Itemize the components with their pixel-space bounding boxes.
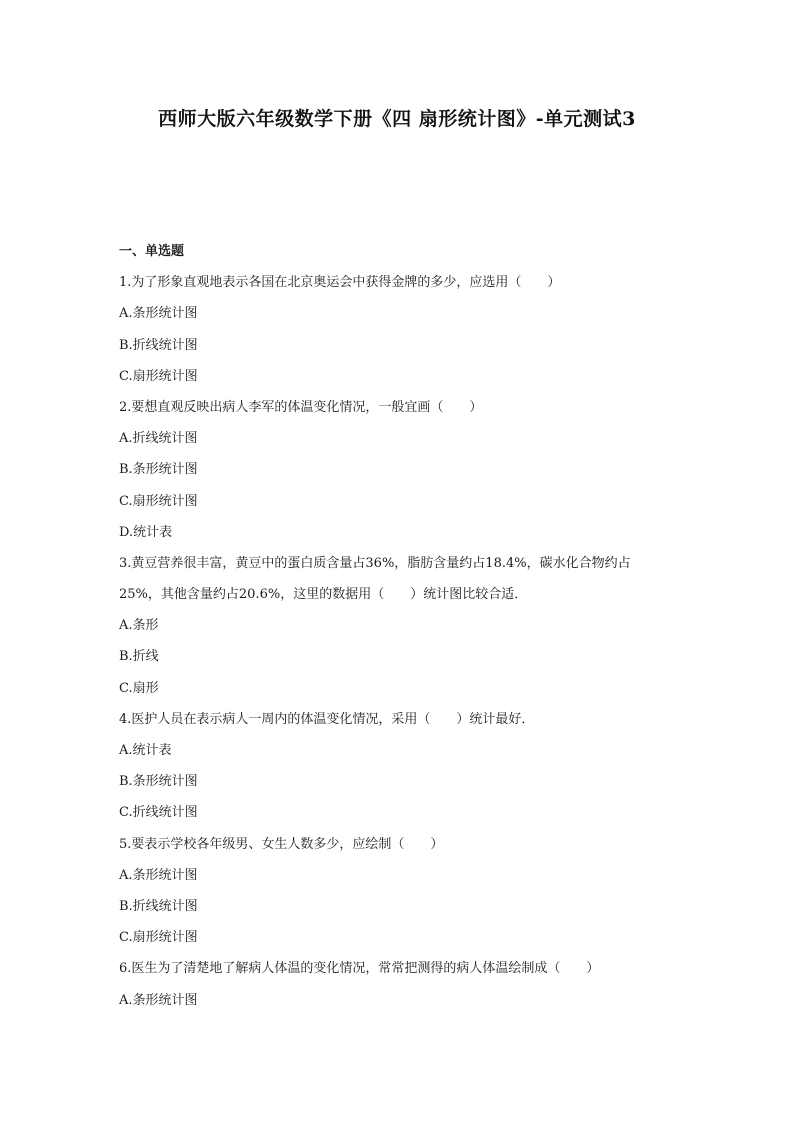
section-heading: 一、单选题 xyxy=(119,244,185,259)
question-5-option-a: A.条形统计图 xyxy=(119,867,198,883)
question-1-option-b: B.折线统计图 xyxy=(119,337,198,353)
question-stem-5: 5.要表示学校各年级男、女生人数多少，应绘制（ ） xyxy=(119,836,444,852)
question-3-option-c: C.扇形 xyxy=(119,680,159,696)
question-6-option-a: A.条形统计图 xyxy=(119,992,198,1008)
question-1-option-a: A.条形统计图 xyxy=(119,306,198,322)
question-list xyxy=(119,236,679,1016)
question-stem-3: 3.黄豆营养很丰富，黄豆中的蛋白质含量占36%，脂肪含量约占18.4%，碳水化合物约占 xyxy=(119,555,631,571)
question-5-option-b: B.折线统计图 xyxy=(119,898,198,914)
question-2-option-a: A.折线统计图 xyxy=(119,431,198,447)
question-2-option-c: C.扇形统计图 xyxy=(119,493,198,509)
question-2-option-b: B.条形统计图 xyxy=(119,462,198,478)
question-stem-1: 1.为了形象直观地表示各国在北京奥运会中获得金牌的多少，应选用（ ） xyxy=(119,275,561,291)
question-5-option-c: C.扇形统计图 xyxy=(119,930,198,946)
question-4-option-b: B.条形统计图 xyxy=(119,774,198,790)
question-stem-3-continued: 25%，其他含量约占20.6%，这里的数据用（ ）统计图比较合适． xyxy=(119,587,528,603)
question-stem-2: 2.要想直观反映出病人李军的体温变化情况，一般宜画（ ） xyxy=(119,399,483,415)
question-3-option-a: A.条形 xyxy=(119,618,159,634)
question-stem-4: 4.医护人员在表示病人一周内的体温变化情况，采用（ ）统计最好． xyxy=(119,711,535,727)
question-1-option-c: C.扇形统计图 xyxy=(119,368,198,384)
question-2-option-d: D.统计表 xyxy=(119,524,173,540)
document-title: 西师大版六年级数学下册《四 扇形统计图》-单元测试3 xyxy=(158,108,636,130)
question-4-option-a: A.统计表 xyxy=(119,743,172,758)
question-4-option-c: C.折线统计图 xyxy=(119,805,198,821)
question-3-option-b: B.折线 xyxy=(119,649,159,665)
question-stem-6: 6.医生为了清楚地了解病人体温的变化情况，常常把测得的病人体温绘制成（ ） xyxy=(119,961,600,977)
